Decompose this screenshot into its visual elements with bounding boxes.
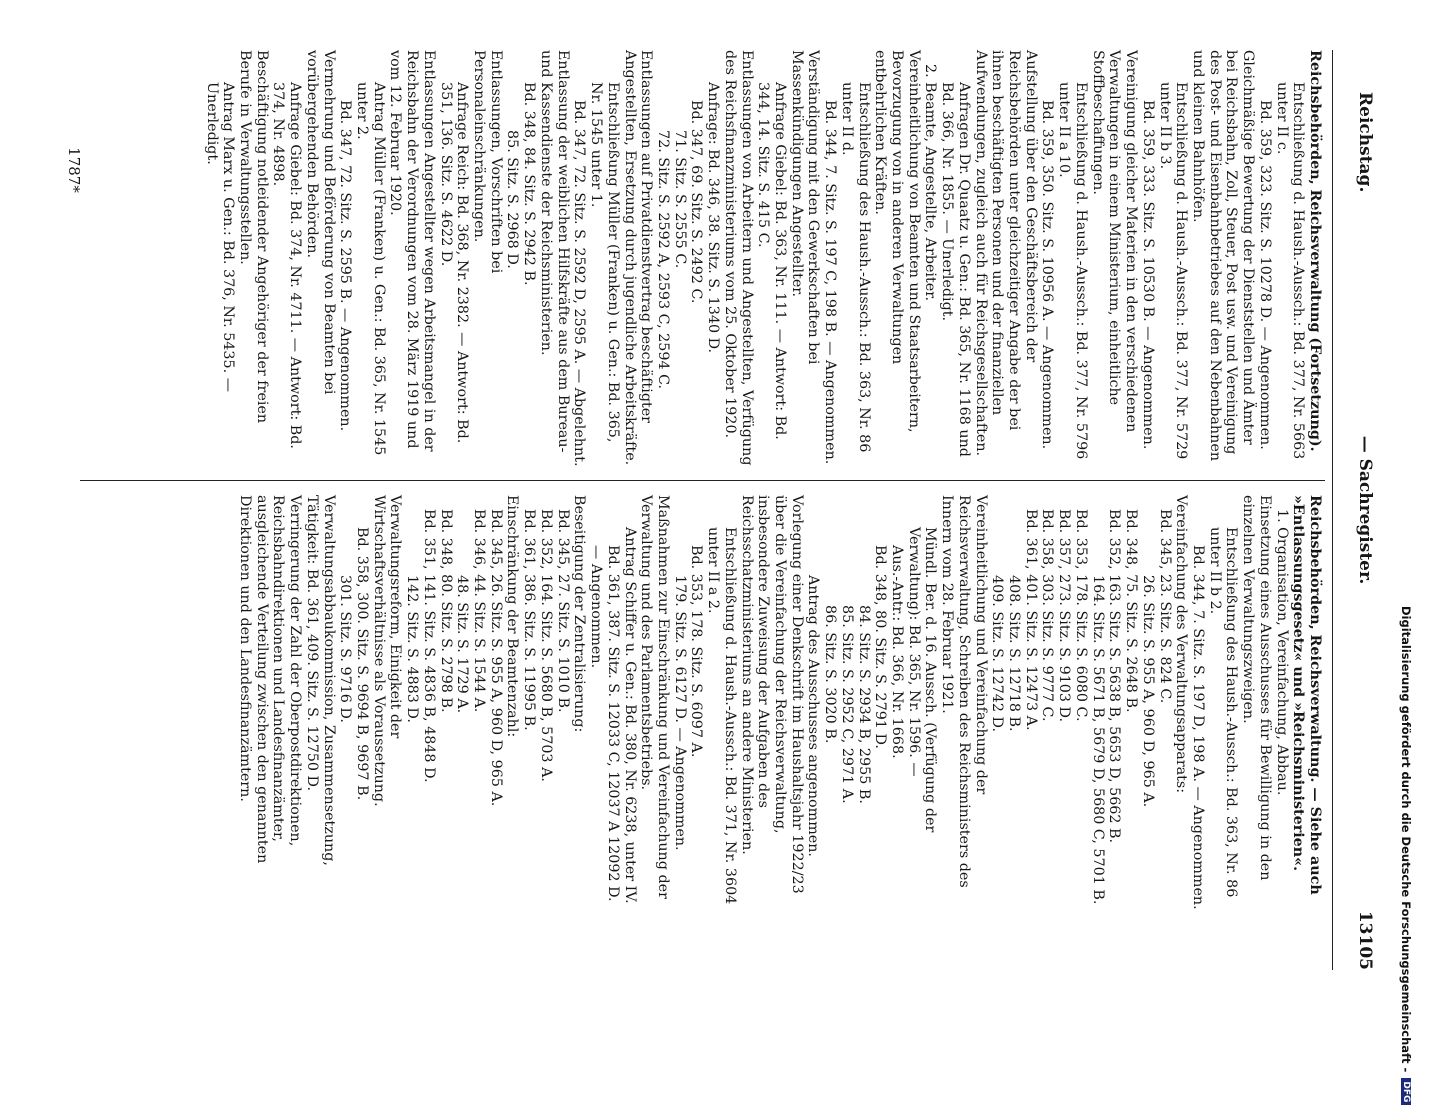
index-entry: Aus.-Antr.: Bd. 366, Nr. 1668. — [889, 545, 906, 759]
index-entry: Bd. 347, 69. Sitz. S. 2492 C. — [688, 100, 705, 304]
index-entry: Entschließung d. Haush.-Aussch.: Bd. 377, Nr. 5663 unter II c. — [1273, 82, 1307, 460]
index-entry: Verringerung der Zahl der Oberpostdirektionen, Reichsbahndirektionen und Landesfinanzämter, ausgleichende Verteilung zwischen den genannten Direktionen und den Landesfinanzämtern. — [237, 495, 304, 864]
index-entry: Entschließung d. Haush.-Aussch.: Bd. 377, Nr. 5796 unter II a 10. — [1056, 82, 1089, 460]
index-entry: 26. Sitz. S. 955 A, 960 D, 965 A. — [1139, 575, 1156, 808]
index-entry: 2. Beamte, Angestellte, Arbeiter. — [922, 64, 939, 302]
header-register-title: — Sachregister. — [1355, 435, 1375, 585]
index-entry: Bd. 348, 75. Sitz. S. 2648 B. — [1123, 509, 1140, 713]
header-running-title: Reichstag. — [1355, 92, 1375, 193]
index-entry: Bd. 359, 333. Sitz. S. 10530 B. — Angenommen. — [1139, 100, 1156, 450]
index-entry: Anfragen Dr. Quaatz u. Gen.: Bd. 365, Nr. 1168 und Bd. 366, Nr. 1855. — Unerledigt. — [939, 82, 972, 457]
index-entry: 48. Sitz. S. 1729 A. — [454, 575, 471, 714]
index-entry: Antrag des Ausschusses angenommen. — [805, 575, 822, 857]
index-entry: Einsetzung eines Ausschusses für Bewilligung in den einzelnen Verwaltungszweigen. — [1240, 495, 1273, 881]
index-entry: Bd. 348, 80. Sitz. S. 2798 B. — [437, 509, 454, 713]
index-entry: 301. Sitz. S. 9716 D. — [337, 575, 354, 723]
index-entry: Verwaltungsreform, Einigkeit der Wirtschaftsverhältnisse als Voraussetzung. — [370, 495, 404, 807]
header-rule — [1332, 50, 1333, 970]
index-entry: Bd. 361, 401. Sitz. S. 12473 A. — [1022, 509, 1039, 731]
index-entry: Verständigung mit den Gewerkschaften bei Massenkündigungen Angestellter. — [788, 50, 822, 365]
index-entry: Einschränkung der Beamtenzahl: — [504, 495, 521, 738]
index-entry: Entschließung des Haush.-Aussch.: Bd. 363, Nr. 86 unter II d. — [838, 82, 872, 453]
right-column — [236, 495, 1323, 913]
footer-page-number: 1787* — [65, 147, 83, 193]
index-entry: Bd. 345, 26. Sitz. S. 955 A, 960 D, 965 A. — [487, 509, 504, 807]
digitization-notice — [1396, 606, 1416, 1103]
index-entry: Bd. 353, 178. Sitz. S. 6080 C. — [1072, 509, 1089, 722]
index-entry: Bd. 351, 141. Sitz. S. 4836 B, 4848 D. — [420, 509, 437, 783]
dfg-logo: DFG — [1401, 1078, 1411, 1105]
index-entry: Beseitigung der Zentralisierung: — [571, 495, 588, 733]
column-divider — [80, 480, 1325, 481]
index-page — [55, 50, 1375, 970]
index-entry: Verwaltungsabbaukommission, Zusammensetzung, Tätigkeit: Bd. 361, 409. Sitz. S. 12750 D. — [303, 495, 337, 866]
index-entry: Mündl. Ber. d. 16. Aussch. (Verfügung der Verwaltung): Bd. 365, Nr. 1596. — — [905, 527, 939, 833]
index-entry: Anfrage Giebel: Bd. 363, Nr. 111. — Antwort: Bd. 344, 14. Sitz. S. 415 C. — [755, 82, 788, 440]
index-entry: Entlassungen von Arbeitern und Angestellten, Verfügung des Reichsfinanzministeriums vom 25. Oktober 1920. — [721, 50, 755, 466]
index-entry: Bd. 359, 350. Sitz. S. 10956 A. — Angenommen. — [1039, 100, 1056, 450]
index-entry: Antrag Müller (Franken) u. Gen.: Bd. 365, Nr. 1545 unter 2. — [354, 82, 387, 456]
index-entry: Aufstellung über den Geschäftsbereich der Reichsbehörden unter gleichzeitiger Angabe der bei ihnen beschäftigten Personen und der finanziellen Aufwendungen, zugleich auch für Reichsgesellschaften. — [972, 50, 1039, 457]
index-entry: Bd. 361, 386. Sitz. S. 11995 B. — [521, 509, 538, 731]
index-entry: Bd. 347, 72. Sitz. S. 2592 D, 2595 A. — Abgelehnt. — [571, 100, 588, 467]
index-entry: 72. Sitz. S. 2592 A, 2593 C, 2594 C. — [654, 130, 671, 390]
index-entry: Reichsbehörden, Reichsverwaltung. — Siehe auch »Entlassungsgesetz« und »Reichsministerien«. — [1290, 495, 1323, 895]
index-entry: 179. Sitz. S. 6127 D. — Angenommen. — [671, 575, 688, 851]
index-entry: Anfrage Giebel: Bd. 374, Nr. 4711. — Antwort: Bd. 374, Nr. 4898. — [270, 82, 304, 449]
index-entry: Bd. 348, 80. Sitz. S. 2791 D. — [872, 545, 889, 749]
index-entry: Entschließung d. Haush.-Aussch.: Bd. 377, Nr. 5729 unter II b 3. — [1156, 82, 1190, 460]
index-entry: Vereinfachung des Verwaltungsapparats: — [1173, 495, 1190, 794]
index-entry: Vorlegung einer Denkschrift im Haushaltsjahr 1922/23 über die Vereinfachung der Reichsverwaltung, insbesondere Zuweisung der Aufgaben des Reichsschatzministeriums an andere Ministerien. — [738, 495, 805, 894]
index-entry: 409. Sitz. S. 12742 D. — [989, 575, 1006, 733]
index-entry: 142. Sitz. S. 4883 D. — [404, 575, 421, 723]
index-entry: 71. Sitz. S. 2555 C. — [671, 130, 688, 269]
index-entry: Entlassungen, Vorschriften bei Personaleinschränkungen. — [471, 50, 504, 274]
index-entry: Gleichmäßige Bewertung der Dienststellen und Ämter bei Reichsbahn, Zoll, Steuer, Post usw. und Vereinigung des Post- und Eisenbahnbetriebes auf den Nebenbahnen und kleinen Bahnhöfen. — [1189, 50, 1257, 462]
index-entry: 85. Sitz. S. 2952 C, 2971 A. — [838, 605, 855, 804]
index-entry: Antrag Schiffer u. Gen.: Bd. 380, Nr. 6238, unter IV. — [621, 527, 638, 904]
index-entry: Reichsbehörden, Reichsverwaltung (Fortsetzung). — [1307, 50, 1323, 452]
index-entry: Anfrage: Bd. 346, 38. Sitz. S. 1340 D. — [705, 82, 722, 354]
index-entry: Vereinheitlichung von Beamten und Staatsarbeitern, Bevorzugung von in anderen Verwaltungen entbehrlichen Kräften. — [872, 50, 922, 433]
index-entry: Bd. 352, 164. Sitz. S. 5680 B, 5703 A. — [537, 509, 554, 782]
index-entry: 86. Sitz. S. 3020 B. — [822, 605, 839, 744]
index-entry: Entlassung der weiblichen Hilfskräfte aus dem Bureau- und Kassendienste der Reichsministerien. — [537, 50, 571, 453]
index-entry: Beschäftigung notleidender Angehöriger der freien Berufe in Verwaltungsstellen. — [237, 50, 270, 424]
index-entry: Entschließung d. Haush.-Aussch.: Bd. 371, Nr. 3604 unter II a 2. — [705, 527, 738, 905]
index-entry: 84. Sitz. S. 2934 B, 2955 B. — [855, 605, 872, 804]
digitization-text: Digitalisierung gefördert durch die Deutsche Forschungsgemeinschaft - — [1399, 606, 1413, 1073]
index-entry: Bd. 348, 84. Sitz. S. 2942 B. — [521, 82, 538, 286]
index-entry: Maßnahmen zur Einschränkung und Vereinfachung der Verwaltung und des Parlamentsbetriebs. — [638, 495, 671, 899]
header-page-number: 13105 — [1355, 910, 1375, 970]
index-entry: 164. Sitz. S. 5671 B, 5679 D, 5680 C, 5701 B. — [1089, 575, 1106, 905]
index-entry: Antrag Marx u. Gen.: Bd. 376, Nr. 5435. — Unerledigt. — [203, 82, 237, 392]
index-entry: Bd. 346, 44. Sitz. S. 1544 A. — [471, 509, 488, 713]
index-entry: Bd. 358, 303. Sitz. S. 9777 C. — [1039, 509, 1056, 722]
index-entry: Vereinheitlichung und Vereinfachung der Reichsverwaltung, Schreiben des Reichsministers des Innern vom 28. Februar 1921. — [939, 495, 989, 888]
index-entry: 1. Organisation, Vereinfachung, Abbau. — [1273, 509, 1290, 796]
index-entry: Entschließung des Haush.-Aussch.: Bd. 363, Nr. 86 unter II b 2. — [1206, 527, 1240, 898]
left-column — [203, 50, 1323, 468]
index-entry: Bd. 358, 300. Sitz. S. 9694 B, 9697 B. — [354, 527, 371, 801]
index-entry: Bd. 347, 72. Sitz. S. 2595 B. — Angenommen. — [337, 100, 354, 432]
index-entry: Entlassungen auf Privatdienstvertrag beschäftigter Angestellten, Ersetzung durch jugendliche Arbeitskräfte. — [621, 50, 655, 466]
index-entry: Bd. 345, 27. Sitz. S. 1010 B. — [554, 509, 571, 713]
index-entry: Bd. 353, 178. Sitz. S. 6097 A. — [688, 545, 705, 758]
index-entry: Bd. 352, 163. Sitz. S. 5638 B, 5653 D, 5662 B. — [1106, 509, 1123, 844]
index-entry: Bd. 345, 23. Sitz. S. 824 C. — [1156, 509, 1173, 704]
index-entry: Bd. 359, 323. Sitz. S. 10278 D. — Angenommen. — [1256, 100, 1273, 450]
index-entry: Bd. 361, 387. Sitz. S. 12033 C, 12037 A 12092 D. — Angenommen. — [588, 545, 621, 902]
index-entry: Entlassungen Angestellter wegen Arbeitsmangel in der Reichsbahn der Verordnungen vom 28. März 1919 und vom 12. Februar 1920. — [387, 50, 437, 452]
index-entry: Bd. 344, 7. Sitz. S. 197 D, 198 A. — Angenommen. — [1189, 545, 1206, 910]
index-entry: Bd. 344, 7. Sitz. S. 197 C, 198 B. — Angenommen. — [822, 100, 839, 465]
index-entry: Vereinigung gleicher Materien in den verschiedenen Verwaltungen in einem Ministerium, einheitliche Stoffbeschaffungen. — [1089, 50, 1140, 433]
index-entry: Vermehrung und Beförderung von Beamten bei vorübergehenden Behörden. — [303, 50, 337, 395]
index-entry: Anfrage Reich: Bd. 368, Nr. 2382. — Antwort: Bd. 351, 136. Sitz. S. 4622 D. — [437, 82, 471, 444]
index-entry: Bd. 357, 273. Sitz. S. 9103 D. — [1056, 509, 1073, 723]
index-entry: 408. Sitz. S. 12718 B. — [1006, 575, 1023, 732]
index-entry: 85. Sitz. S. 2968 D. — [504, 130, 521, 269]
index-entry: Entschließung Müller (Franken) u. Gen.: Bd. 365, Nr. 1545 unter 1. — [588, 82, 621, 443]
